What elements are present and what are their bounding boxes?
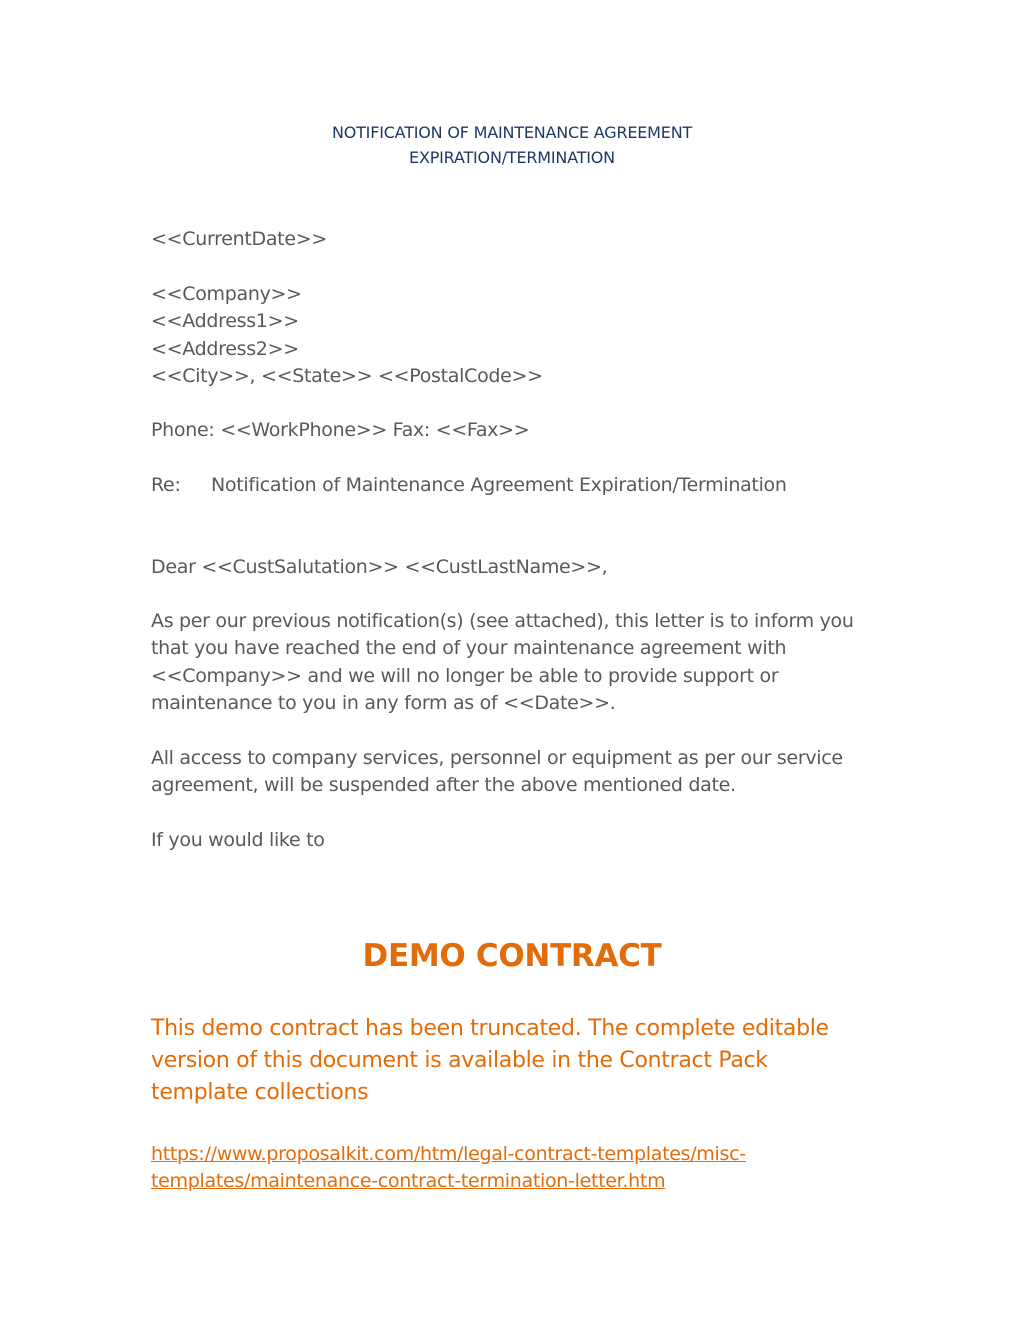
note-line: This demo contract has been truncated. The complete editable	[151, 1016, 829, 1041]
address-line-1: <<Address1>>	[151, 310, 299, 333]
paragraph-line: maintenance to you in any form as of <<Date>>.	[151, 691, 616, 714]
demo-contract-heading-text: DEMO CONTRACT	[362, 938, 662, 974]
paragraph-line: As per our previous notification(s) (see attached), this letter is to inform you	[151, 610, 854, 632]
paragraph-line: If you would like to	[151, 829, 325, 851]
demo-contract-heading	[0, 938, 1024, 974]
phone-fax	[151, 417, 871, 444]
recipient-address	[151, 281, 871, 390]
paragraph-line: <<Company>> and we will no longer be able to provide support or	[151, 664, 779, 687]
note-line: version of this document is available in the Contract Pack	[151, 1048, 768, 1073]
current-date	[151, 226, 871, 253]
address-company: <<Company>>	[151, 283, 302, 305]
salutation-text: Dear <<CustSalutation>> <<CustLastName>>,	[151, 556, 608, 578]
demo-truncation-note	[151, 1013, 881, 1109]
title-line: NOTIFICATION OF MAINTENANCE AGREEMENT	[331, 123, 693, 142]
note-line: template collections	[151, 1080, 369, 1105]
link-line[interactable]: templates/maintenance-contract-termination-letter.htm	[151, 1170, 666, 1192]
paragraph-3	[151, 827, 871, 854]
proposalkit-link[interactable]	[151, 1141, 871, 1195]
paragraph-1	[151, 608, 871, 717]
address-line-2: <<Address2>>	[151, 337, 299, 360]
document-title	[0, 120, 1024, 170]
re-line	[151, 472, 871, 499]
salutation	[151, 554, 871, 581]
re-subject: Notification of Maintenance Agreement Expiration/Termination	[211, 474, 787, 496]
paragraph-line: All access to company services, personnel or equipment as per our service	[151, 747, 843, 769]
paragraph-line: that you have reached the end of your maintenance agreement with	[151, 637, 787, 660]
paragraph-2	[151, 745, 871, 800]
link-line[interactable]: https://www.proposalkit.com/htm/legal-contract-templates/misc-	[151, 1143, 746, 1165]
title-line: EXPIRATION/TERMINATION	[409, 148, 615, 167]
re-label: Re:	[151, 474, 181, 496]
phone-fax-text: Phone: <<WorkPhone>> Fax: <<Fax>>	[151, 419, 530, 441]
paragraph-line: agreement, will be suspended after the above mentioned date.	[151, 774, 736, 797]
address-city-state-zip: <<City>>, <<State>> <<PostalCode>>	[151, 364, 543, 387]
current-date-text: <<CurrentDate>>	[151, 228, 327, 250]
